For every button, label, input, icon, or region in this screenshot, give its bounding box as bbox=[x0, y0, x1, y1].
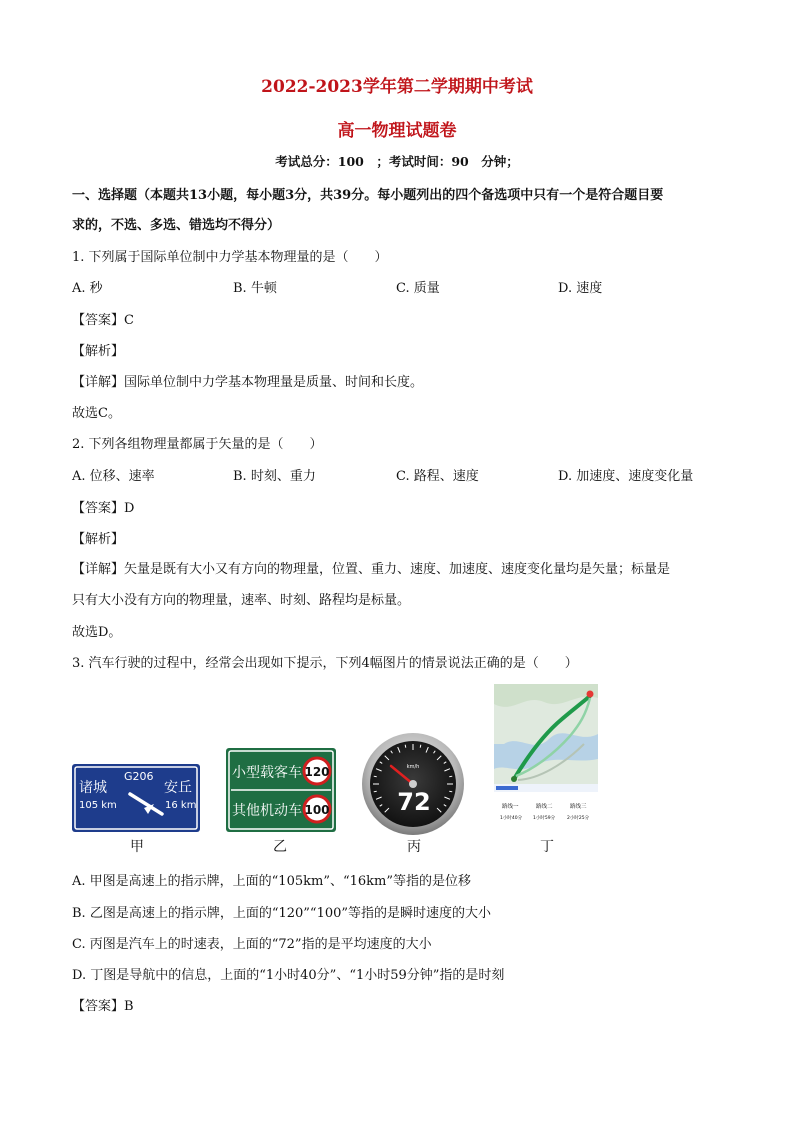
ding-route1-time: 1小时40分 bbox=[500, 816, 523, 821]
yi-row1-label: 小型载客车 bbox=[232, 765, 302, 781]
q2-conclusion: 故选D。 bbox=[72, 625, 122, 640]
q1-analysis: 【解析】 bbox=[72, 344, 125, 359]
q1-option-d: D. 速度 bbox=[558, 281, 603, 296]
q2-option-d: D. 加速度、速度变化量 bbox=[558, 469, 694, 484]
q2-option-b: B. 时刻、重力 bbox=[233, 469, 316, 484]
q1-stem: 1. 下列属于国际单位制中力学基本物理量的是（ ） bbox=[72, 250, 388, 265]
q3-stem: 3. 汽车行驶的过程中，经常会出现如下提示，下列4幅图片的情景说法正确的是（ ） bbox=[72, 656, 578, 671]
q1-detail: 【详解】国际单位制中力学基本物理量是质量、时间和长度。 bbox=[72, 375, 424, 390]
jia-right-city: 安丘 bbox=[164, 780, 192, 796]
q2-option-c: C. 路程、速度 bbox=[396, 469, 479, 484]
jia-left-city: 诸城 bbox=[79, 780, 107, 796]
figure-yi-label: 乙 bbox=[273, 839, 287, 855]
bing-unit: km/h bbox=[406, 764, 420, 770]
q2-detail-line2: 只有大小没有方向的物理量，速率、时刻、路程均是标量。 bbox=[72, 593, 411, 608]
section-heading-line2: 求的，不选、多选、错选均不得分） bbox=[72, 218, 281, 233]
q1-answer: 【答案】C bbox=[72, 313, 134, 328]
q3-option-a: A. 甲图是高速上的指示牌，上面的“105km”、“16km”等指的是位移 bbox=[72, 874, 472, 889]
q3-answer: 【答案】B bbox=[72, 999, 134, 1014]
q1-option-c: C. 质量 bbox=[396, 281, 440, 296]
yi-row2-label: 其他机动车 bbox=[232, 803, 302, 819]
q2-detail-line1: 【详解】矢量是既有大小又有方向的物理量，位置、重力、速度、加速度、速度变化量均是矢量；标量是 bbox=[72, 562, 671, 577]
figure-ding-navigation bbox=[494, 684, 598, 832]
q2-option-a: A. 位移、速率 bbox=[72, 469, 155, 484]
q1-option-a: A. 秒 bbox=[72, 281, 103, 296]
speedometer-tick bbox=[420, 745, 421, 748]
jia-left-distance: 105 km bbox=[79, 800, 117, 811]
q2-answer: 【答案】D bbox=[72, 501, 135, 516]
exam-title: 2022-2023学年第二学期期中考试 bbox=[261, 77, 533, 97]
exam-info: 考试总分：100 ；考试时间：90 分钟； bbox=[275, 154, 519, 169]
ding-route2: 路线二 bbox=[536, 804, 553, 810]
q3-option-c: C. 丙图是汽车上的时速表，上面的“72”指的是平均速度的大小 bbox=[72, 937, 432, 952]
figure-jia-label: 甲 bbox=[130, 839, 144, 855]
jia-right-distance: 16 km bbox=[165, 800, 197, 811]
speedometer-tick bbox=[374, 791, 377, 792]
q1-option-b: B. 牛顿 bbox=[233, 281, 277, 296]
figure-bing-speedometer bbox=[361, 732, 465, 836]
jia-road-number: G206 bbox=[124, 770, 154, 783]
figure-jia-road-sign bbox=[72, 764, 200, 832]
bing-speed-readout: 72 bbox=[397, 788, 431, 816]
q2-analysis: 【解析】 bbox=[72, 532, 125, 547]
ding-route2-time: 1小时59分 bbox=[533, 816, 556, 821]
ding-route3-time: 2小时25分 bbox=[567, 816, 590, 821]
speedometer-tick bbox=[405, 745, 406, 748]
speedometer-tick bbox=[449, 791, 452, 792]
ding-route1: 路线一 bbox=[502, 804, 519, 810]
q2-stem: 2. 下列各组物理量都属于矢量的是（ ） bbox=[72, 437, 323, 452]
section-heading-line1: 一、选择题（本题共13小题，每小题3分，共39分。每小题列出的四个备选项中只有一个是符合题目要 bbox=[72, 188, 664, 203]
q3-option-d: D. 丁图是导航中的信息，上面的“1小时40分”、“1小时59分钟”指的是时刻 bbox=[72, 968, 505, 983]
yi-row1-limit: 120 bbox=[304, 765, 330, 779]
q1-conclusion: 故选C。 bbox=[72, 406, 121, 421]
q3-option-b: B. 乙图是高速上的指示牌，上面的“120”“100”等指的是瞬时速度的大小 bbox=[72, 906, 492, 921]
speedometer-tick bbox=[449, 776, 452, 777]
figure-yi-speed-sign bbox=[226, 748, 336, 832]
yi-row2-limit: 100 bbox=[304, 803, 330, 817]
speedometer-tick bbox=[374, 776, 377, 777]
figure-bing-label: 丙 bbox=[407, 839, 421, 855]
figure-ding-label: 丁 bbox=[540, 839, 554, 855]
ding-route3: 路线三 bbox=[570, 804, 587, 810]
exam-subtitle: 高一物理试题卷 bbox=[337, 121, 457, 141]
